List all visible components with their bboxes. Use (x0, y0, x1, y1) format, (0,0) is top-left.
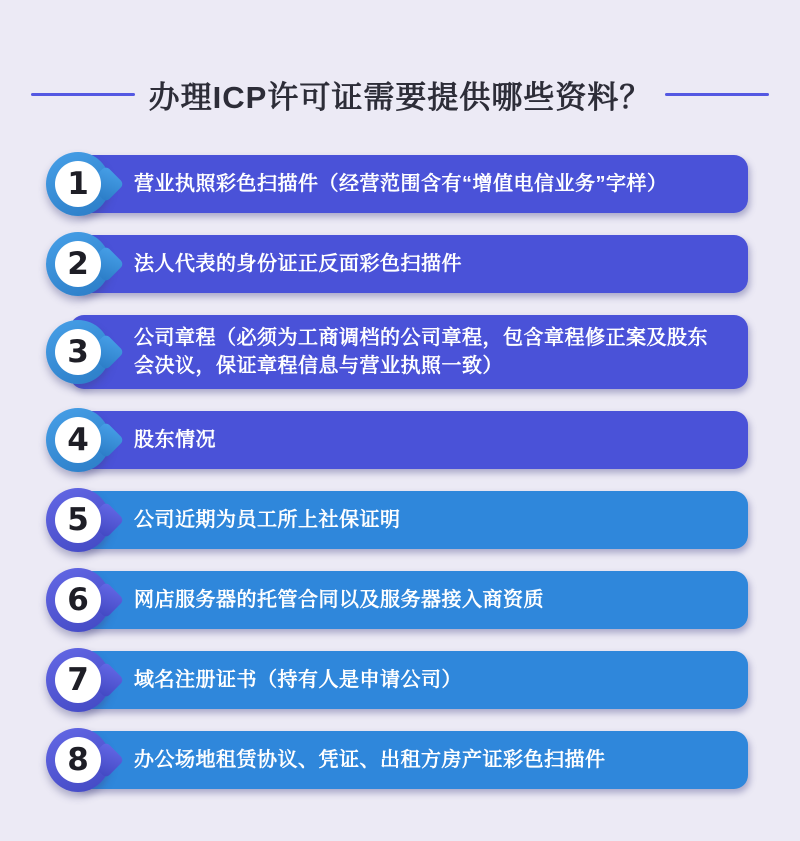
title-line-right (665, 93, 769, 96)
item-number: 5 (55, 497, 101, 543)
number-badge (46, 568, 110, 632)
item-text: 营业执照彩色扫描件（经营范围含有“增值电信业务”字样） (134, 173, 668, 195)
item-text: 公司近期为员工所上社保证明 (134, 509, 401, 531)
page-title: 办理ICP许可证需要提供哪些资料？ (148, 80, 652, 115)
item-bar (70, 155, 748, 213)
item-number: 1 (55, 161, 101, 207)
item-number: 7 (55, 657, 101, 703)
number-badge (46, 320, 110, 384)
item-bar (70, 491, 748, 549)
list-item (46, 155, 748, 213)
number-badge (46, 648, 110, 712)
list-item (46, 411, 748, 469)
number-badge (46, 408, 110, 472)
item-bar (70, 651, 748, 709)
item-text: 公司章程（必须为工商调档的公司章程，包含章程修正案及股东会决议，保证章程信息与营业执照一致） (134, 327, 708, 377)
header (0, 72, 800, 117)
list-item (46, 731, 748, 789)
item-text: 办公场地租赁协议、凭证、出租方房产证彩色扫描件 (134, 749, 606, 771)
item-number: 3 (55, 329, 101, 375)
item-text: 网店服务器的托管合同以及服务器接入商资质 (134, 589, 544, 611)
number-badge (46, 152, 110, 216)
item-bar (70, 571, 748, 629)
item-text: 域名注册证书（持有人是申请公司） (134, 669, 462, 691)
item-text: 法人代表的身份证正反面彩色扫描件 (134, 253, 462, 275)
list-item (46, 491, 748, 549)
list-item (46, 651, 748, 709)
number-badge (46, 728, 110, 792)
item-bar (70, 411, 748, 469)
list-item (46, 571, 748, 629)
item-number: 6 (55, 577, 101, 623)
item-bar (70, 315, 748, 389)
number-badge (46, 232, 110, 296)
number-badge (46, 488, 110, 552)
item-number: 8 (55, 737, 101, 783)
item-number: 2 (55, 241, 101, 287)
title-line-left (31, 93, 135, 96)
list-item (46, 315, 748, 389)
item-bar (70, 731, 748, 789)
item-number: 4 (55, 417, 101, 463)
item-text: 股东情况 (134, 429, 216, 451)
item-bar (70, 235, 748, 293)
list-item (46, 235, 748, 293)
